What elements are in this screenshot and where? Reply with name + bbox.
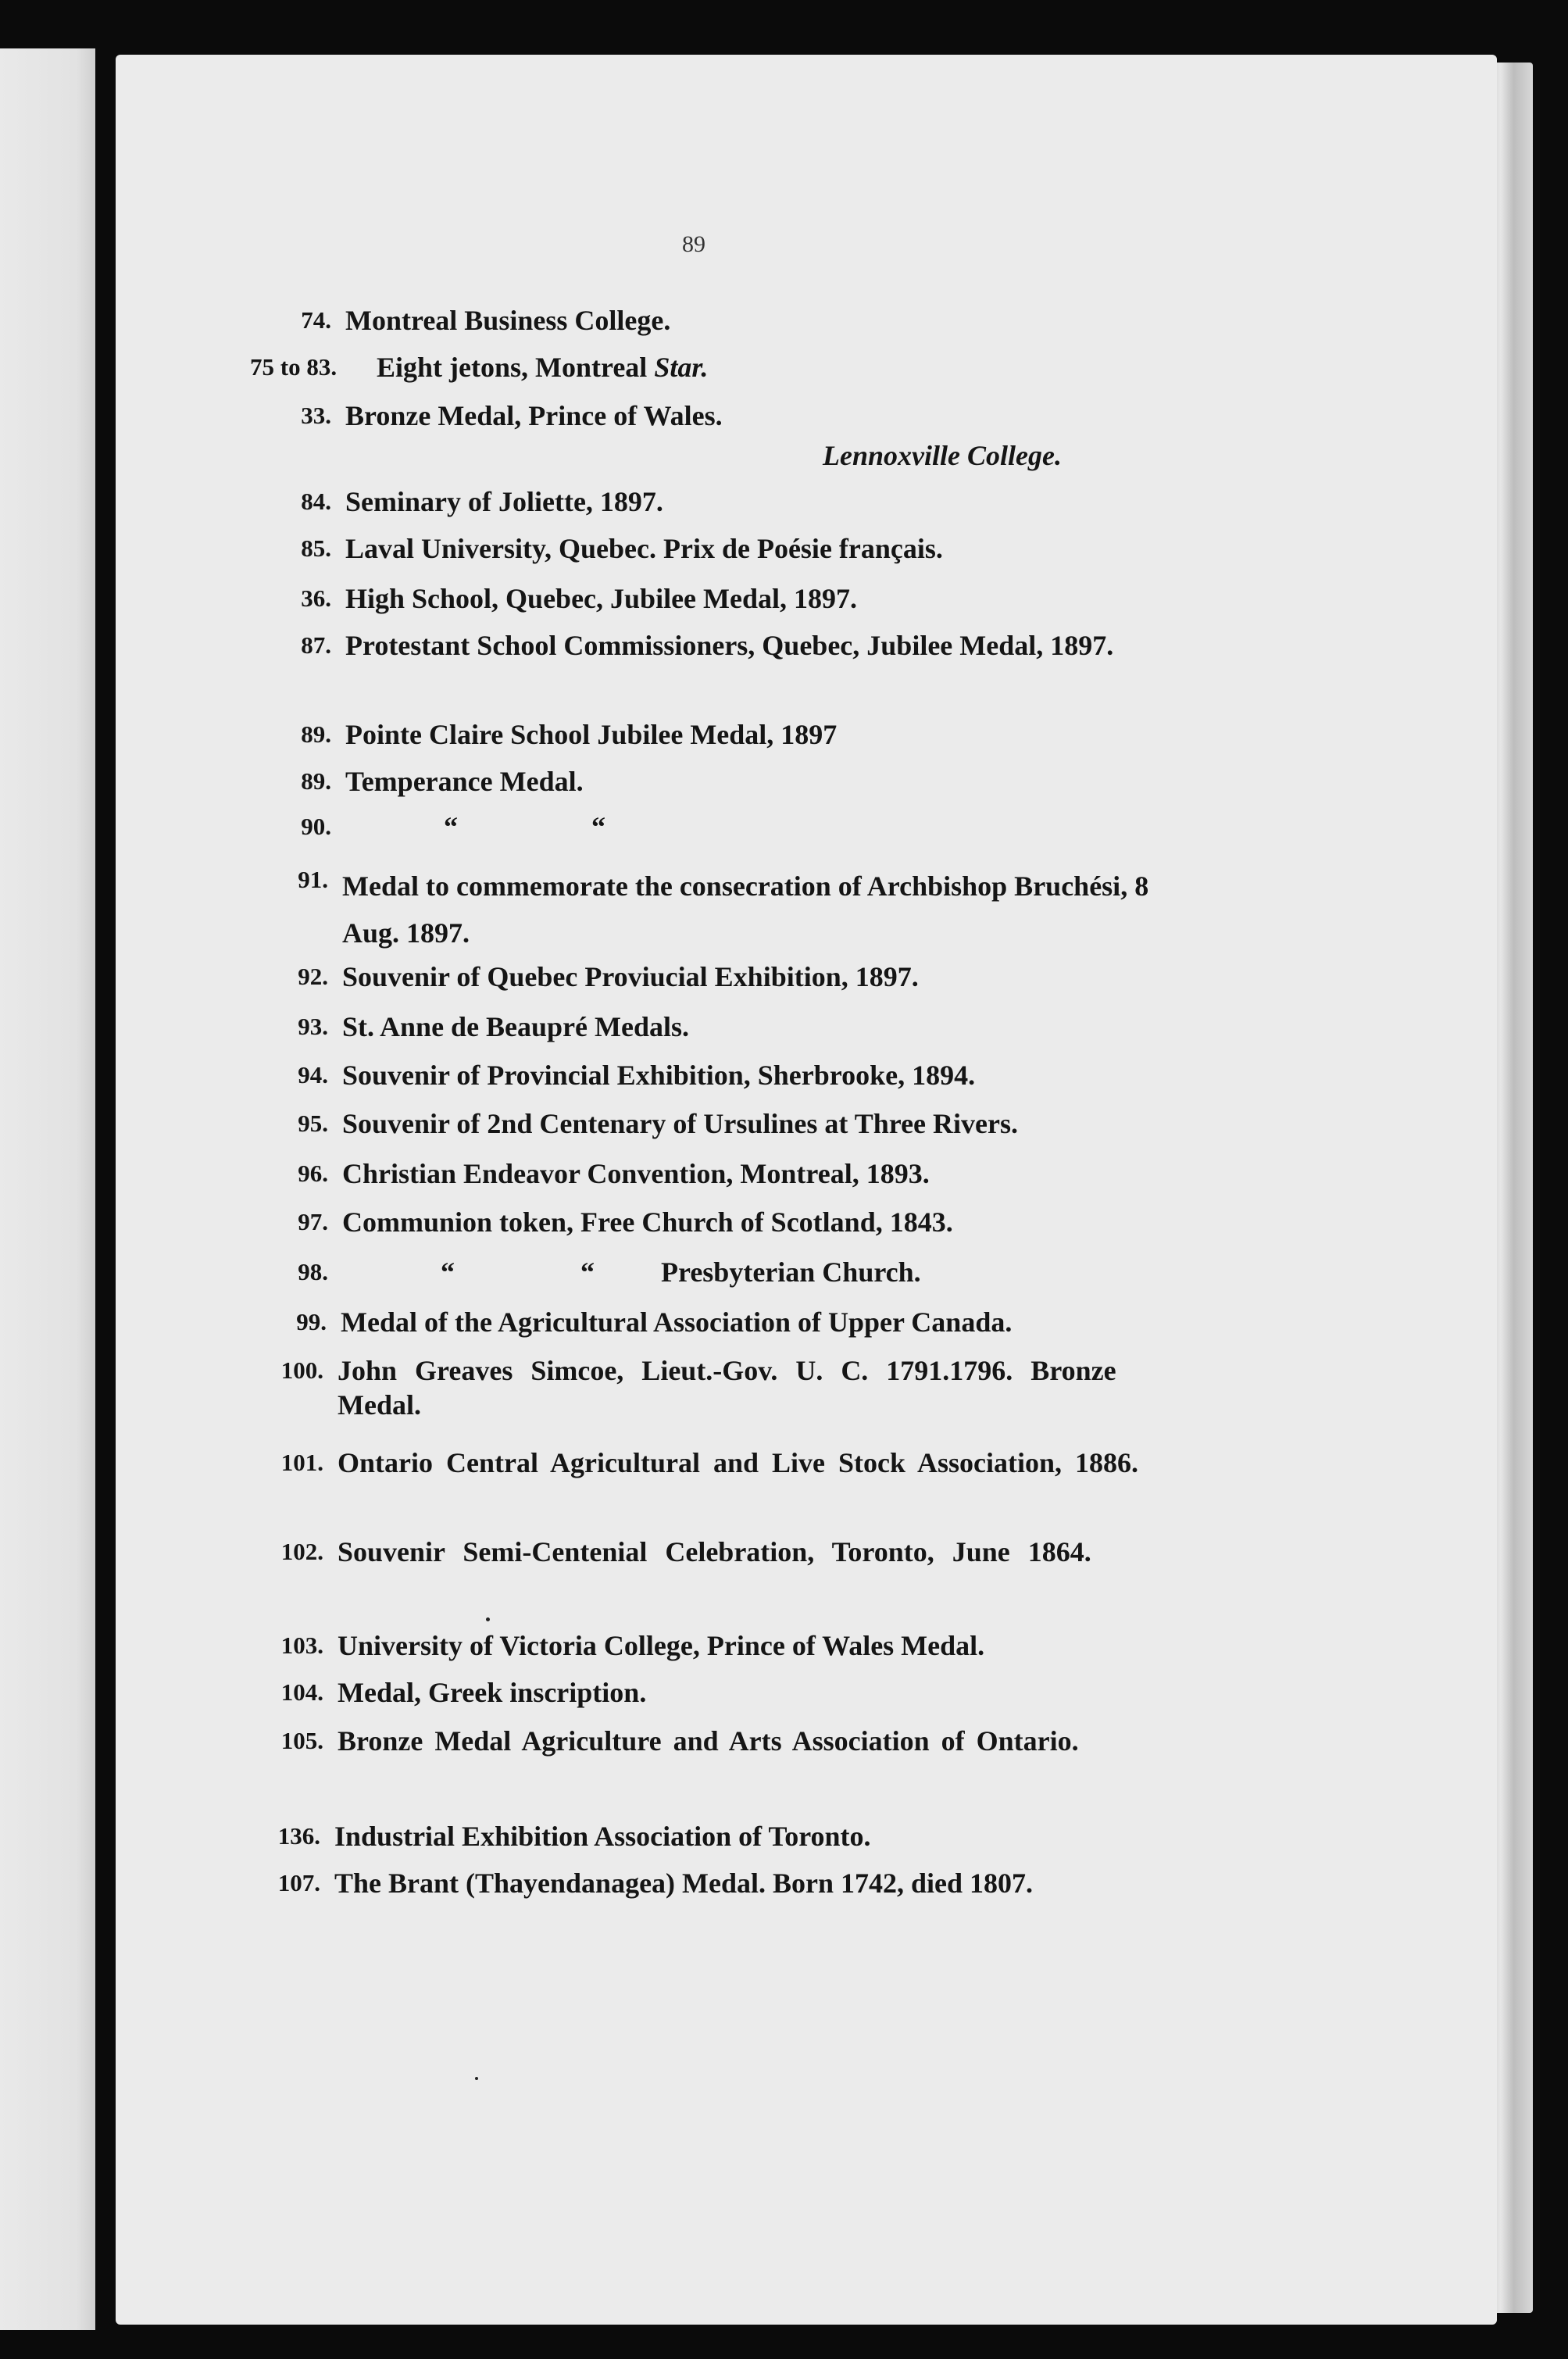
entry-text: University of Victoria College, Prince of Wales Medal. bbox=[338, 1630, 985, 1661]
entry-number: 104. bbox=[280, 1678, 323, 1706]
entry-number: 33. bbox=[301, 402, 331, 429]
page-number: 89 bbox=[682, 231, 705, 257]
entry-number: 92. bbox=[298, 963, 328, 990]
entry-text: John Greaves Simcoe, Lieut.-Gov. U. C. 1791.1796. Bronze Medal. bbox=[338, 1355, 1116, 1421]
entry-number: 105. bbox=[280, 1727, 323, 1754]
entry-number: 101. bbox=[280, 1449, 323, 1476]
entry-text: Ontario Central Agricultural and Live Stock Association, 1886. bbox=[338, 1447, 1139, 1478]
entry-text: Souvenir of Quebec Proviucial Exhibition, 1897. bbox=[342, 961, 919, 992]
entry-text: High School, Quebec, Jubilee Medal, 1897. bbox=[345, 583, 858, 614]
entry-number: 136. bbox=[277, 1822, 320, 1850]
ditto-mark: “ bbox=[591, 811, 605, 842]
entry-number: 96. bbox=[298, 1160, 328, 1187]
attribution: Lennoxville College. bbox=[823, 440, 1062, 471]
entry-text: Souvenir of 2nd Centenary of Ursulines at Three Rivers. bbox=[342, 1108, 1019, 1139]
entry-number: 84. bbox=[301, 488, 331, 515]
entry-text: Bronze Medal, Prince of Wales. bbox=[345, 400, 723, 431]
entry-number: 107. bbox=[277, 1869, 320, 1896]
entry-text: Medal, Greek inscription. bbox=[338, 1677, 647, 1708]
entry-number: 97. bbox=[298, 1208, 328, 1235]
entry-number: 103. bbox=[280, 1632, 323, 1659]
entry-number: 95. bbox=[298, 1110, 328, 1137]
entry-number: 102. bbox=[280, 1538, 323, 1565]
entry-number: 87. bbox=[301, 631, 331, 659]
entry-text: St. Anne de Beaupré Medals. bbox=[342, 1011, 690, 1042]
entry-text: Eight jetons, Montreal bbox=[377, 352, 655, 383]
entry-text: Communion token, Free Church of Scotland, 1843. bbox=[342, 1206, 953, 1238]
entry-number: 90. bbox=[301, 813, 331, 840]
ditto-mark: “ bbox=[441, 1256, 455, 1288]
entry-text: Temperance Medal. bbox=[345, 766, 584, 797]
entry-number: 94. bbox=[298, 1061, 328, 1088]
entry-text: Christian Endeavor Convention, Montreal, 1893. bbox=[342, 1158, 930, 1189]
ditto-mark: “ bbox=[444, 811, 458, 842]
entry-text: Medal to commemorate the consecration of Archbishop Bruchési, 8 Aug. 1897. bbox=[342, 870, 1149, 949]
entry-number: 99. bbox=[296, 1308, 327, 1335]
entry-number: 74. bbox=[301, 306, 331, 334]
entry-number: 75 to 83. bbox=[250, 353, 338, 381]
book-page bbox=[116, 55, 1497, 2325]
entry-text: Souvenir of Provincial Exhibition, Sherbrooke, 1894. bbox=[342, 1060, 976, 1091]
ditto-mark: “ bbox=[580, 1256, 595, 1288]
entry-number: 85. bbox=[301, 534, 331, 562]
entry-text: Medal of the Agricultural Association of Upper Canada. bbox=[341, 1306, 1013, 1338]
entry-text: Industrial Exhibition Association of Toronto. bbox=[334, 1821, 871, 1852]
entry-text: Montreal Business College. bbox=[345, 305, 671, 336]
previous-page-edge bbox=[0, 48, 95, 2330]
page-text bbox=[116, 55, 1497, 2325]
entry-number: 91. bbox=[298, 866, 328, 893]
entry-text: Presbyterian Church. bbox=[661, 1256, 921, 1288]
entry-number: 89. bbox=[301, 767, 331, 795]
entry-number: 98. bbox=[298, 1258, 328, 1285]
entry-text: The Brant (Thayendanagea) Medal. Born 1742, died 1807. bbox=[334, 1868, 1034, 1899]
entry-text: Seminary of Joliette, 1897. bbox=[345, 486, 663, 517]
ink-speck bbox=[486, 1617, 490, 1621]
entry-text: Souvenir Semi-Centenial Celebration, Toronto, June 1864. bbox=[338, 1536, 1091, 1567]
entry-text: Bronze Medal Agriculture and Arts Association of Ontario. bbox=[338, 1725, 1079, 1757]
entry-text: Laval University, Quebec. Prix de Poésie français. bbox=[345, 533, 943, 564]
entry-number: 93. bbox=[298, 1013, 328, 1040]
entry-text: Protestant School Commissioners, Quebec, Jubilee Medal, 1897. bbox=[345, 630, 1114, 661]
entry-text-italic: Star. bbox=[654, 352, 709, 383]
ink-speck bbox=[475, 2077, 478, 2080]
entry-number: 36. bbox=[301, 584, 331, 612]
entry-number: 100. bbox=[280, 1356, 323, 1384]
entry-text: Pointe Claire School Jubilee Medal, 1897 bbox=[345, 719, 838, 750]
entry-number: 89. bbox=[301, 720, 331, 748]
